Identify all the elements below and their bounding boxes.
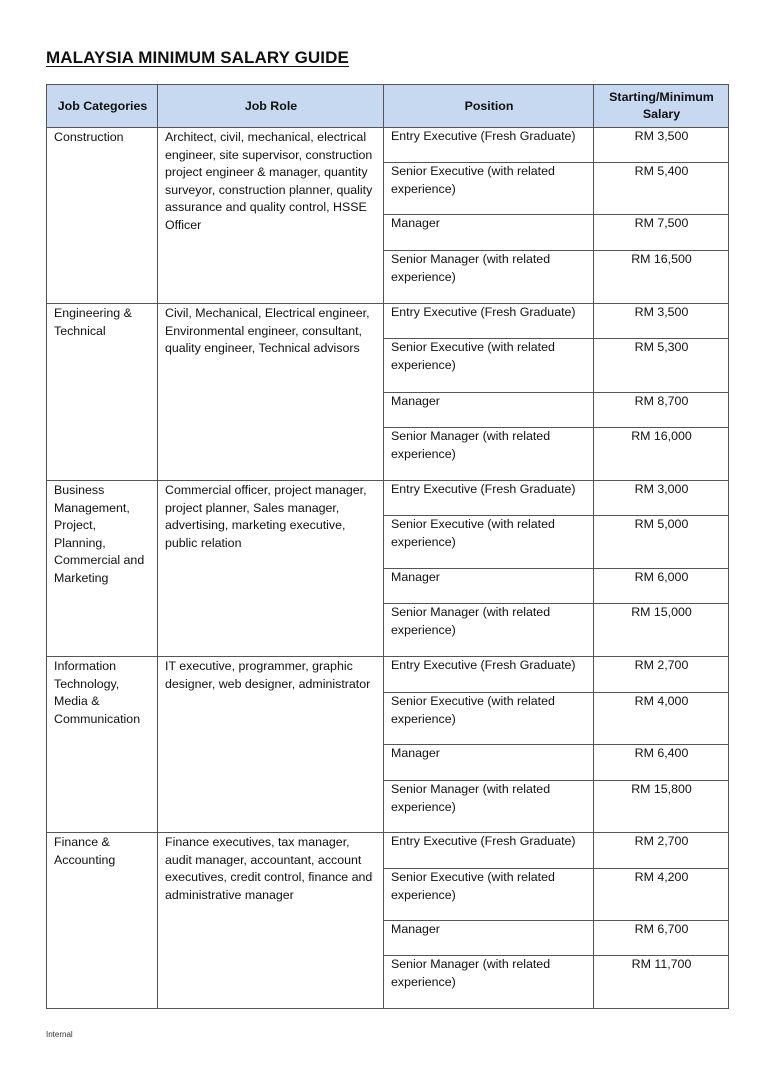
salary-cell: RM 16,500	[594, 251, 729, 304]
position-cell: Manager	[384, 921, 594, 956]
position-cell: Senior Manager (with related experience)	[384, 428, 594, 481]
table-row	[47, 833, 729, 869]
position-cell: Senior Manager (with related experience)	[384, 251, 594, 304]
position-cell: Senior Manager (with related experience)	[384, 956, 594, 1009]
position-cell: Senior Executive (with related experience)	[384, 339, 594, 393]
salary-cell: RM 4,200	[594, 869, 729, 921]
header-job-role: Job Role	[158, 85, 384, 128]
position-cell: Manager	[384, 393, 594, 428]
job-role-cell: Finance executives, tax manager, audit manager, accountant, account executives, credit control, finance and administrative manager	[158, 833, 384, 1009]
salary-cell: RM 6,000	[594, 569, 729, 604]
position-cell: Entry Executive (Fresh Graduate)	[384, 657, 594, 693]
salary-cell: RM 8,700	[594, 393, 729, 428]
salary-cell: RM 3,500	[594, 304, 729, 339]
job-role-cell: IT executive, programmer, graphic designer, web designer, administrator	[158, 657, 384, 833]
job-category-cell: Business Management, Project, Planning, Commercial and Marketing	[47, 481, 158, 657]
position-cell: Entry Executive (Fresh Graduate)	[384, 304, 594, 339]
position-cell: Entry Executive (Fresh Graduate)	[384, 833, 594, 869]
salary-cell: RM 6,700	[594, 921, 729, 956]
position-cell: Senior Executive (with related experience)	[384, 693, 594, 745]
position-cell: Senior Executive (with related experience)	[384, 516, 594, 569]
salary-cell: RM 2,700	[594, 833, 729, 869]
salary-cell: RM 6,400	[594, 745, 729, 781]
salary-cell: RM 11,700	[594, 956, 729, 1009]
table-row	[47, 304, 729, 339]
salary-cell: RM 7,500	[594, 215, 729, 251]
table-header-row	[47, 85, 729, 128]
job-role-cell: Architect, civil, mechanical, electrical engineer, site supervisor, construction project engineer & manager, quantity surveyor, construction planner, quality assurance and quality control, HSSE Officer	[158, 128, 384, 304]
table-body	[47, 128, 729, 1009]
salary-cell: RM 4,000	[594, 693, 729, 745]
salary-cell: RM 16,000	[594, 428, 729, 481]
salary-cell: RM 3,500	[594, 128, 729, 163]
salary-cell: RM 15,800	[594, 781, 729, 833]
job-category-cell: Finance & Accounting	[47, 833, 158, 1009]
job-category-cell: Construction	[47, 128, 158, 304]
position-cell: Entry Executive (Fresh Graduate)	[384, 481, 594, 516]
salary-cell: RM 5,400	[594, 163, 729, 215]
table-row	[47, 128, 729, 163]
position-cell: Senior Manager (with related experience)	[384, 781, 594, 833]
job-role-cell: Commercial officer, project manager, project planner, Sales manager, advertising, marketing executive, public relation	[158, 481, 384, 657]
job-category-cell: Engineering & Technical	[47, 304, 158, 481]
position-cell: Manager	[384, 215, 594, 251]
salary-cell: RM 15,000	[594, 604, 729, 657]
page-title: MALAYSIA MINIMUM SALARY GUIDE	[46, 48, 349, 67]
position-cell: Entry Executive (Fresh Graduate)	[384, 128, 594, 163]
position-cell: Manager	[384, 745, 594, 781]
job-category-cell: Information Technology, Media & Communication	[47, 657, 158, 833]
position-cell: Senior Executive (with related experience)	[384, 869, 594, 921]
position-cell: Senior Manager (with related experience)	[384, 604, 594, 657]
header-starting-salary: Starting/Minimum Salary	[594, 85, 729, 128]
header-job-categories: Job Categories	[47, 85, 158, 128]
header-position: Position	[384, 85, 594, 128]
salary-cell: RM 5,000	[594, 516, 729, 569]
salary-cell: RM 2,700	[594, 657, 729, 693]
salary-table	[46, 84, 729, 1009]
salary-cell: RM 3,000	[594, 481, 729, 516]
table-row	[47, 481, 729, 516]
position-cell: Senior Executive (with related experience)	[384, 163, 594, 215]
table-row	[47, 657, 729, 693]
salary-cell: RM 5,300	[594, 339, 729, 393]
job-role-cell: Civil, Mechanical, Electrical engineer, Environmental engineer, consultant, quality engineer, Technical advisors	[158, 304, 384, 481]
position-cell: Manager	[384, 569, 594, 604]
footer-classification: Internal	[46, 1030, 73, 1039]
